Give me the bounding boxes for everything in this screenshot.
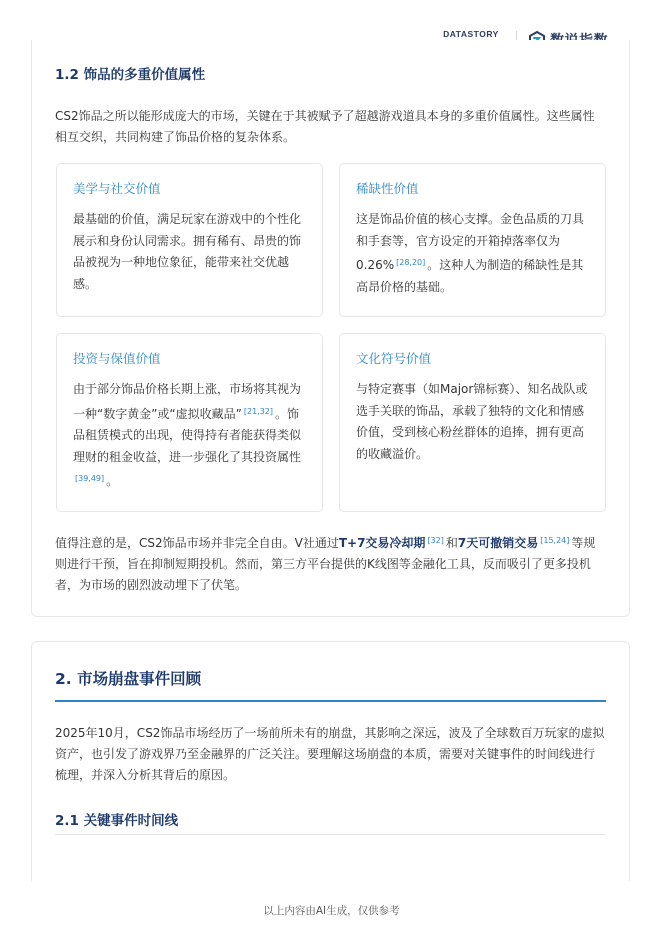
note-text-part: 和 [445,536,458,550]
subheading-divider [55,834,606,835]
section-heading-1-2: 1.2 饰品的多重价值属性 [55,67,206,83]
value-card-scarcity [339,163,606,317]
value-card-culture [339,333,606,512]
value-card-body: 最基础的价值，满足玩家在游戏中的个性化展示和身份认同需求。拥有稀有、昂贵的饰品被视为一种地位象征，能带来社交优越感。 [73,212,302,291]
note-text-part: 等规则进行干预，旨在抑制短期投机。然而，第三方平台提供的K线图等金融化工具，反而吸引了更多投机者，为市场的剧烈波动埋下了伏笔。 [55,536,596,592]
intro-text: 2025年10月，CS2饰品市场经历了一场前所未有的崩盘，其影响之深远，波及了全球数百万玩家的虚拟资产，也引发了游戏界乃至金融界的广泛关注。要理解这场崩盘的本质，需要对关键事件的时间线进行梳理，并深入分析其背后的原因。 [55,726,605,782]
value-card-text: 这是饰品价值的核心支撑。金色品质的刀具和手套等，官方设定的开箱掉落率仅为0.26% [356,212,585,272]
value-card-body [73,379,306,493]
section-heading-2: 2. 市场崩盘事件回顾 [55,670,202,688]
value-card-body: 与特定赛事（如Major锦标赛）、知名战队或选手关联的饰品，承载了独特的文化和情感价值，受到核心粉丝群体的追捧，拥有更高的收藏溢价。 [356,382,588,461]
value-card-investment [56,333,323,512]
value-card-title: 美学与社交价值 [73,181,161,196]
heading-underline [55,700,606,702]
value-card-title: 投资与保值价值 [73,351,161,366]
citation-link[interactable]: [21,32] [243,406,274,416]
citation-link[interactable]: [28,20] [396,258,426,267]
note-text-part: 值得注意的是，CS2饰品市场并非完全自由。V社通过 [55,536,339,550]
emphasis-7day-revocable: 7天可撤销交易 [457,536,539,550]
citation-link[interactable]: [32] [427,536,444,545]
note-text [55,530,606,596]
value-card-body [356,209,589,298]
value-card-text: 。这种人为制造的稀缺性是其高昂价格的基础。 [356,258,584,294]
value-card-title: 文化符号价值 [356,351,432,366]
value-card-text: 由于部分饰品价格长期上涨，市场将其视为一种“数字黄金”或“虚拟收藏品” [73,382,302,421]
emphasis-t7-cooldown: T+7交易冷却期 [338,536,426,550]
intro-text: CS2饰品之所以能形成庞大的市场，关键在于其被赋予了超越游戏道具本身的多重价值属性。这些属性相互交织，共同构建了饰品价格的复杂体系。 [55,109,595,144]
ai-disclaimer: 以上内容由AI生成，仅供参考 [263,905,400,917]
citation-link[interactable]: [39,49] [75,474,105,483]
section-intro-1-2 [55,106,606,148]
citation-link[interactable]: [15,24] [540,536,570,545]
value-card-aesthetic [56,163,323,317]
value-card-text: 。饰品租赁模式的出现，使得持有者能获得类似理财的租金收益，进一步强化了其投资属性 [73,406,302,464]
value-card-text: 。 [106,474,119,488]
section-note-1-2 [55,530,606,596]
section-intro-2 [55,723,606,786]
datastory-logo-en: DATASTORY [443,29,499,39]
value-card-title: 稀缺性价值 [356,181,419,196]
section-heading-2-1: 2.1 关键事件时间线 [55,813,179,829]
